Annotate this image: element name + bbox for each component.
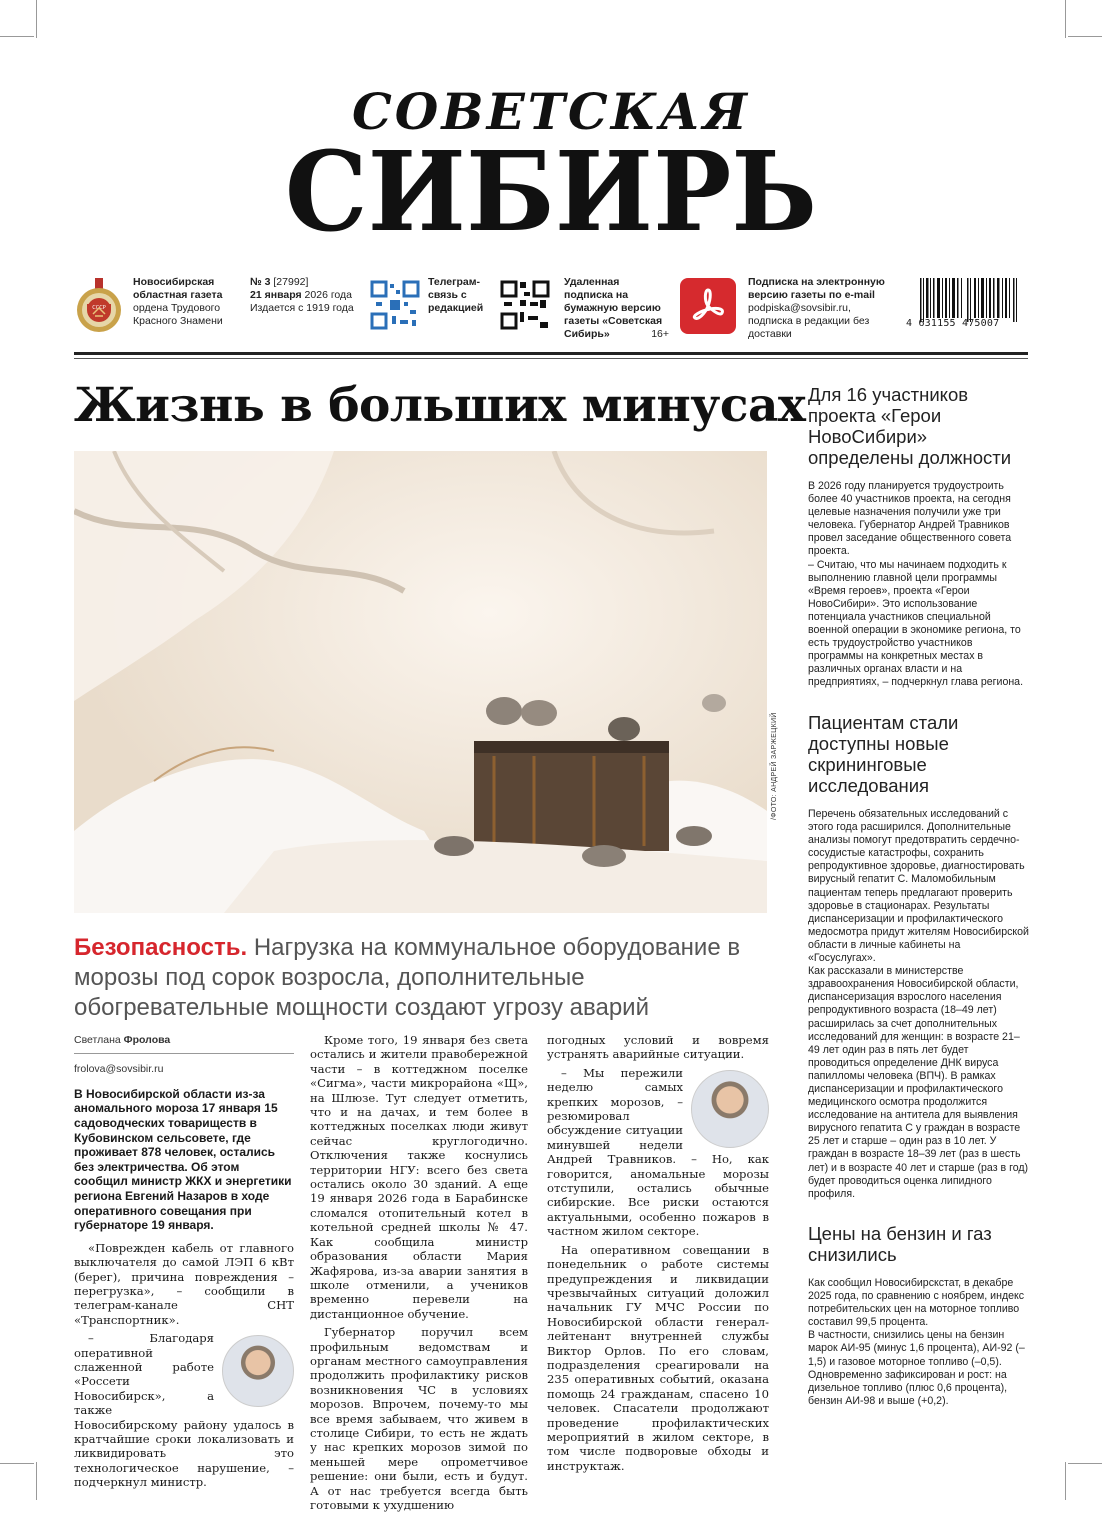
subscription-email: Подписка на электронную версию газеты по e-mail podpiska@sovsibir.ru, подписка в редакции без доставки [748,276,885,340]
telegram-label: Телеграм-связь с редакцией [428,276,484,314]
order-medal-icon [74,278,124,334]
crop-mark [36,1462,37,1500]
header-rule [74,352,1028,355]
article-paragraph: Кроме того, 19 января без света остались и жители правобережной части – в коттеджном поселке «Сигма», части микрорайона «Щ», на Шлюзе. Тут следует отметить, что и на дачах, и тем более в коттеджных поселках люди живут сейчас круглогодично. Отключения также коснулись территории НГУ: всего без света остались около 30 зданий. А еще 19 января 2026 года в Барабинске сломался отопительный котел в котельной средней школы № 47. Как сообщила министр образования области Мария Жафярова, из-за аварии занятия в школе отменили, а учеников временно перевели на дистанционное обучение. [310,1033,528,1321]
sidebar-headline: Для 16 участников проекта «Герои НовоСибири» определены должности [808,384,1012,468]
article-paragraph: Губернатор поручил всем профильным ведомствам и органам местного самоуправления продолжить профилактику рисков возникновения ЧС в условиях морозов. Впрочем, почему-то мы все время забываем, что живем в столице Сибири, то есть не ждать у нас крепких морозов зимой по меньшей мере опрометчивое решение: они были, есть и будут. А от нас требуется всегда быть готовыми к ухудшению [310,1325,528,1512]
sidebar-news-2 [808,712,1030,1201]
main-photo [74,451,767,913]
masthead-line-1: СОВЕТСКАЯ [351,82,751,141]
article-paragraph: На оперативном совещании в понедельник о работе системы предупреждения и ликвидации чрезвычайных ситуаций доложил начальник ГУ МЧС России по Новосибирской области генерал-лейтенант внутренней службы Виктор Орлов. По его словам, подразделения среагировали на 235 оперативных событий, оказана помощь 24 гражданам, спасено 10 человек. Спасатели продолжают проведение профилактических мероприятий в жилом секторе, в том числе подворовые обходы и инструктаж. [547,1242,769,1473]
article-paragraph: «Поврежден кабель от главного выключателя до самой ЛЭП 6 кВт (берег), причина повреждения – перегрузка», – сообщили в телеграм-канале СНТ «Транспортник». [74,1240,294,1327]
sidebar-news-3 [808,1223,1030,1408]
article-paragraph: – Мы пережили неделю самых крепких морозов, – резюмировал обсуждение ситуации минувшей недели Андрей Травников. – Но, как говорится, аномальные морозы отступили, остались обычные сибирские. Все риски остаются актуальными, особенно пожаров в частном жилом секторе. [547,1065,769,1239]
article-paragraph: – Благодаря оперативной слаженной работе «Россети Новосибирск», а также Новосибирскому району удалось в кратчайшие сроки локализовать и ликвидировать это технологическое нарушение, – подчеркнул министр. [74,1331,294,1490]
paper-description: Новосибирская областная газета ордена Трудового Красного Знамени [133,276,223,327]
subscription-qr-icon[interactable] [500,280,550,330]
byline-rule [74,1053,294,1054]
issue-info: № 3 [27992] 21 января 2026 года Издается с 1919 года [250,276,354,314]
crop-mark [1065,0,1066,38]
crop-mark [1068,1463,1102,1464]
article-column-1 [74,1033,294,1494]
sidebar-text: Как сообщил Новосибирскстат, в декабре 2025 года, по сравнению с ноябрем, индекс потребительских цен на моторное топливо составил 99,5 процента. В частности, снизились цены на бензин марок АИ-95 (минус 1,6 процента), АИ-92 (–1,5) и газовое моторное топливо (–0,5). Одновременно зафиксирован и рост: на дизельное топливо (плюс 0,6 процента), бензин АИ-98 и выше (+0,2). [808,1277,1025,1407]
crop-mark [1068,36,1102,37]
lead-text: Нагрузка на коммунальное оборудование в морозы под сорок возросла, дополнительные обогревательные мощности создают угрозу аварий [74,934,741,1021]
sidebar-headline: Пациентам стали доступны новые скрининговые исследования [808,712,959,796]
article-column-3 [547,1033,769,1477]
age-rating: 16+ [651,328,669,340]
sidebar-text: Перечень обязательных исследований с этого года расширился. Дополнительные анализы помогут предотвратить сердечно-сосудистые катастрофы, сохранить репродуктивное здоровье, диагностировать вирусный гепатит С. Маломобильным пациентам теперь предлагают проверить здоровье в стационарах. Результаты диспансеризации и профилактического медосмотра придут жителям Новосибирской области в личные кабинеты на «Госуслугах». Как рассказали в министерстве здравоохранения Новосибирской области, диспансеризация взрослого населения репродуктивного возраста (18–49 лет) расширилась за счет дополнительных исследований для женщин: в возрасте 21–49 лет один раз в пять лет будет проводиться определение ДНК вируса папилломы человека (ВПЧ). В рамках диспансеризации и профилактического медицинского осмотра продолжится исследование на антитела для выявления вирусного гепатита С у граждан в возрасте 25 лет и старше – один раз в 10 лет. У граждан в возрасте 18–39 лет (раз в шесть лет) и в возрасте 40 лет и старше (раз в год) будет проводиться оценка липидного профиля. [808,808,1029,1200]
subscription-paper-label: Удаленная подписка на бумажную версию газеты «Советская Сибирь» 16+ [564,276,669,340]
svg-text:СССР: СССР [92,305,106,311]
rubric: Безопасность. [74,934,248,961]
article-paragraph: погодных условий и вовремя устранять аварийные ситуации. [547,1033,769,1062]
byline: Светлана Фролова [74,1034,171,1046]
crop-mark [36,0,37,38]
crop-mark [0,1463,34,1464]
barcode-icon [906,278,1028,334]
barcode-digits: 4 631155 475007 [906,318,1000,329]
article-column-2 [310,1033,528,1516]
main-headline: Жизнь в больших минусах [74,378,806,433]
pdf-icon[interactable] [680,278,736,334]
masthead-line-2: СИБИРЬ [284,126,818,257]
article-lead [74,933,774,1023]
article-intro: В Новосибирской области из-за аномального мороза 17 января 15 садоводческих товариществ в Кубовинском сельсовете, где проживает 878 человек, остались без электричества. Об этом сообщил министр ЖКХ и энергетики региона Евгений Назаров в ходе оперативного совещания при губернаторе 19 января. [74,1086,292,1233]
header-rule-thin [74,358,1028,359]
author-email[interactable]: frolova@sovsibir.ru [74,1063,164,1076]
crop-mark [0,36,34,37]
photo-credit: /ФОТО: АНДРЕЙ ЗАРЖЕЦКИЙ [771,712,778,820]
sidebar-headline: Цены на бензин и газ снизились [808,1223,992,1265]
sidebar-news-1 [808,384,1030,690]
portrait-photo [691,1070,769,1148]
telegram-qr-icon[interactable] [370,280,420,330]
crop-mark [1065,1462,1066,1500]
sidebar-text: В 2026 году планируется трудоустроить более 40 участников проекта, на сегодня целевые назначения получили уже три человека. Губернатор Андрей Травников провел заседание общественного совета проекта. – Считаю, что мы начинаем подходить к выполнению главной цели программы «Время героев», проекта «Герои НовоСибири». Это использование потенциала участников специальной военной операции в экономике региона, то есть трудоустройство участников программы на конкретных местах в различных органах власти и на предприятиях, – подчеркнул глава региона. [808,480,1024,689]
portrait-photo [222,1335,294,1407]
